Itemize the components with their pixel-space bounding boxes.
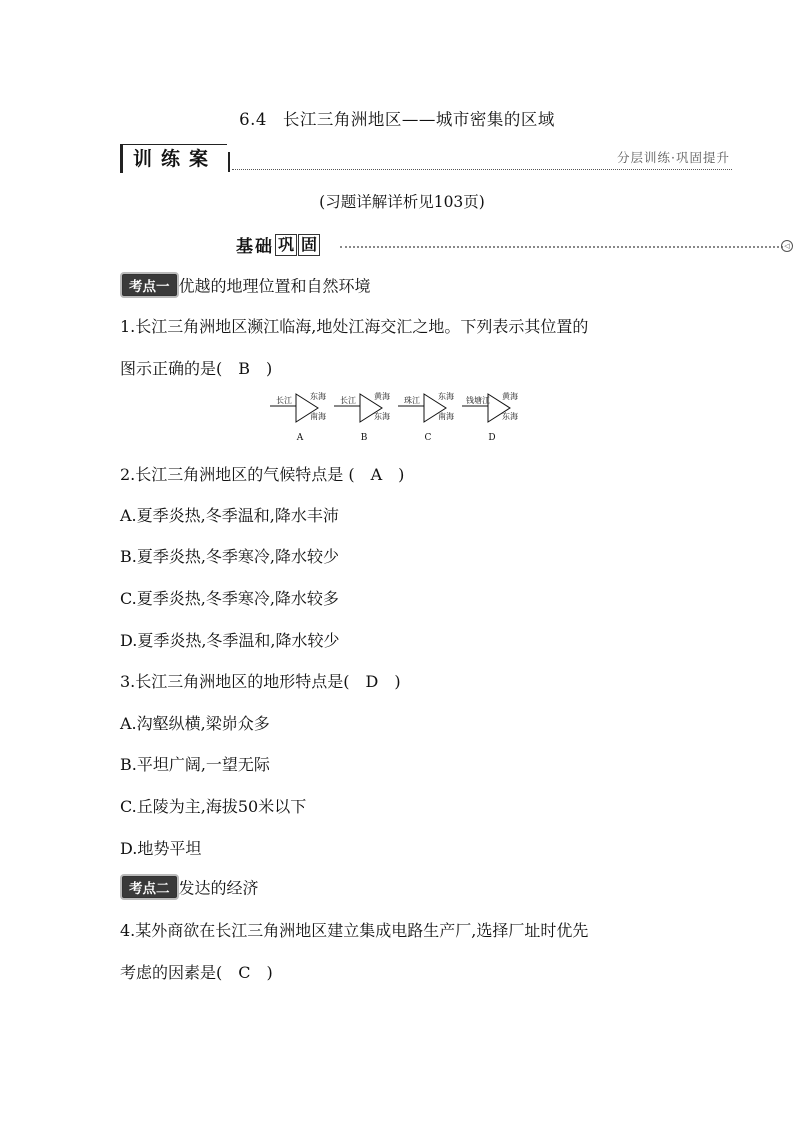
- basics-dotted-line: [340, 246, 783, 248]
- section-tag-2: 考点二: [120, 874, 179, 900]
- title-number: 6.4: [239, 110, 267, 129]
- question-2: 2.长江三角洲地区的气候特点是 ( A ): [120, 465, 405, 484]
- basics-boxed-char-1: 巩: [275, 234, 297, 256]
- diagram-option-letter-c: C: [424, 433, 432, 443]
- section-title-2: 发达的经济: [178, 878, 259, 898]
- section-tag-1: 考点一: [120, 272, 179, 298]
- title-text: 长江三角洲地区——城市密集的区域: [282, 110, 555, 129]
- question-1-line-2: 图示正确的是( B ): [120, 359, 273, 378]
- basics-boxed-char-2: 固: [298, 234, 320, 256]
- diagram-bottom-sea-d: 东海: [502, 412, 518, 421]
- diagram-river-label-b: 长江: [340, 396, 356, 405]
- question-1-line-1: 1.长江三角洲地区濒江临海,地处江海交汇之地。下列表示其位置的: [120, 317, 589, 336]
- question-3-option-a: A.沟壑纵横,梁峁众多: [120, 714, 270, 733]
- basics-end-icon: ◁: [781, 240, 793, 252]
- question-4-line-1: 4.某外商欲在长江三角洲地区建立集成电路生产厂,选择厂址时优先: [120, 921, 589, 940]
- training-banner: [120, 142, 732, 176]
- diagram-top-sea-a: 东海: [310, 392, 326, 401]
- position-diagram-svg: [270, 390, 530, 446]
- diagram-bottom-sea-a: 南海: [310, 412, 326, 421]
- question-2-option-c: C.夏季炎热,冬季寒冷,降水较多: [120, 589, 339, 608]
- question-3-option-d: D.地势平坦: [120, 839, 202, 858]
- section-header-2: [120, 874, 259, 900]
- diagram-river-label-c: 珠江: [404, 396, 420, 405]
- banner-dotted-line: [232, 169, 732, 170]
- basics-label: 基础: [236, 237, 274, 257]
- diagram-bottom-sea-c: 南海: [438, 412, 454, 421]
- basics-header: [236, 232, 790, 258]
- question-3-option-b: B.平坦广阔,一望无际: [120, 755, 270, 774]
- position-diagram: [270, 390, 530, 446]
- banner-right-label: 分层训练·巩固提升: [617, 150, 730, 165]
- answer-reference: (习题详解详析见103页): [319, 193, 485, 211]
- diagram-river-label-a: 长江: [276, 396, 292, 405]
- diagram-river-label-d: 钱塘江: [466, 396, 490, 405]
- banner-left-label: 训练案: [120, 144, 227, 173]
- question-2-option-d: D.夏季炎热,冬季温和,降水较少: [120, 631, 340, 650]
- question-3-option-c: C.丘陵为主,海拔50米以下: [120, 797, 307, 816]
- diagram-bottom-sea-b: 东海: [374, 412, 390, 421]
- section-title-1: 优越的地理位置和自然环境: [178, 276, 371, 296]
- diagram-option-letter-a: A: [296, 433, 304, 443]
- question-3: 3.长江三角洲地区的地形特点是( D ): [120, 672, 401, 691]
- banner-divider: [224, 152, 230, 172]
- question-4-line-2: 考虑的因素是( C ): [120, 963, 273, 982]
- diagram-top-sea-b: 黄海: [374, 392, 390, 401]
- diagram-option-letter-b: B: [360, 433, 368, 443]
- question-2-option-a: A.夏季炎热,冬季温和,降水丰沛: [120, 506, 339, 525]
- question-2-option-b: B.夏季炎热,冬季寒冷,降水较少: [120, 547, 340, 566]
- diagram-option-letter-d: D: [488, 433, 496, 443]
- diagram-top-sea-d: 黄海: [502, 392, 518, 401]
- diagram-top-sea-c: 东海: [438, 392, 454, 401]
- section-header-1: [120, 272, 371, 298]
- page-title: [0, 106, 794, 130]
